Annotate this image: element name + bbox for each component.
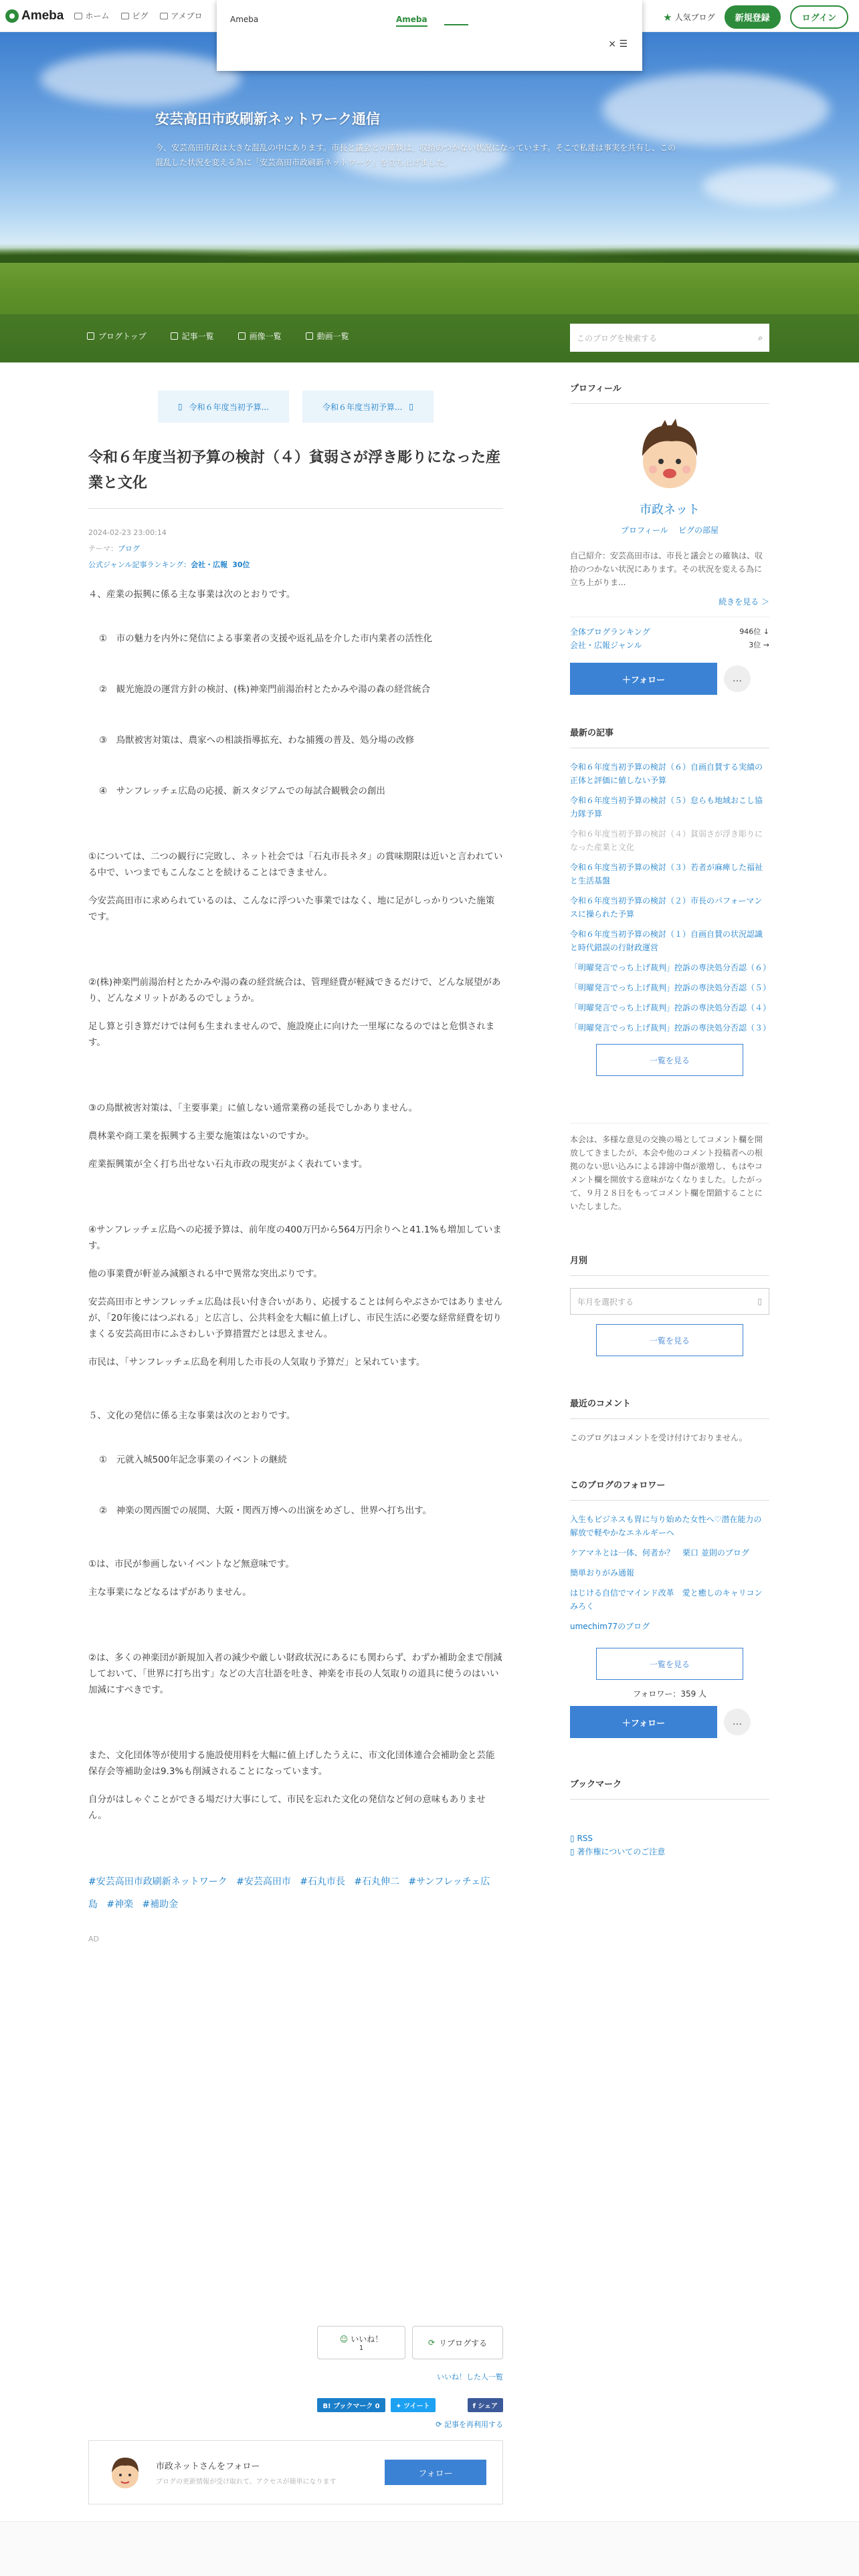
prev-article-link[interactable]: ▯ 令和６年度当初予算... (158, 391, 289, 423)
list-icon (171, 332, 178, 340)
paragraph: ②(株)神楽門前湯治村とたかみや湯の森の経営統合は、管理経費が軽減できるだけで、どんな展望があり、どんなメリットがあるのでしょうか。 (88, 977, 501, 1004)
list-item: ① 市の魅力を内外に発信による事業者の支援や返礼品を介した市内業者の活性化 (99, 633, 433, 644)
menu-icon: ☰ (619, 39, 628, 49)
copyright-link[interactable]: ▯ 著作権についてのご注意 (570, 1847, 666, 1856)
blog-nav (0, 314, 859, 362)
ad-label: AD (88, 1935, 99, 1943)
paragraph: ④サンフレッチェ広島への応援予算は、前年度の400万円から564万円余りへと41.1%も増加しています。 (88, 1224, 502, 1251)
follower-link[interactable]: はじける自信でマインド改革 愛と癒しのキャリコンみろく (570, 1588, 763, 1611)
list-item: ② 観光施設の運営方針の検討、(株)神楽門前湯治村とたかみや湯の森の経営統合 (99, 684, 431, 695)
nav-videos[interactable]: 動画一覧 (306, 330, 349, 342)
paragraph: ②は、多くの神楽団が新規加入者の減少や厳しい財政状況にあるにも関わらず、わずか補助金まで削減しておいて、「世界に打ち出す」などの大言壮語を吐き、神楽を市長の人気取りの道具に使うのはいい加減にすべきです。 (88, 1652, 502, 1695)
article-meta (88, 525, 503, 573)
hashtag[interactable]: #石丸市長 (300, 1876, 345, 1887)
list-item: ① 元就入城500年記念事業のイベントの継続 (99, 1455, 287, 1465)
comment-notice: 本会は、多様な意見の交換の場としてコメント欄を開放してきましたが、本会や他のコメント投稿者への根拠のない思い込みによる誹謗中傷が激増し、もはやコメント欄を開放する意味がなくなりました。したがって、９月２８日をもってコメント欄を閉鎖することにいたしました。 (570, 1123, 769, 1213)
paragraph: 安芸高田市とサンフレッチェ広島は長い付き合いがあり、応援することは何らやぶさかではありませんが、「20年後にはつぶれる」と広言し、公共料金を大幅に値上げし、市民生活に必要な経常経費を切りまくる安芸高田市にふさわしい予算措置だとは思えません。 (88, 1297, 503, 1339)
paragraph: ①は、市民が参画しないイベントなど無意味です。 (88, 1559, 295, 1570)
recent-article-link[interactable]: 「明曜発言でっち上げ裁判」控訴の専決処分否認（３） (570, 1023, 771, 1033)
global-nav-pigg[interactable]: ピグ (121, 10, 148, 21)
recent-article-link[interactable]: 令和６年度当初予算の検討（２）市長のパフォーマンスに操られた予算 (570, 896, 763, 919)
followers-list-button[interactable]: 一覧を見る (596, 1648, 743, 1680)
paragraph: 産業振興策が全く打ち出せない石丸市政の現実がよく表れています。 (88, 1159, 368, 1170)
bookmark-heading: ブックマーク (570, 1777, 769, 1800)
article-title[interactable]: 令和６年度当初予算の検討（４）貧弱さが浮き彫りになった産業と文化 (88, 445, 503, 509)
hashtag[interactable]: #神楽 (106, 1899, 134, 1910)
treeline-decoration (0, 236, 859, 263)
facebook-share-button[interactable]: f シェア (468, 2398, 503, 2412)
monthly-list-button[interactable]: 一覧を見る (596, 1324, 743, 1356)
bird-icon: ✦ (395, 2403, 401, 2410)
pigg-room-link[interactable]: ピグの部屋 (678, 526, 719, 535)
paragraph: また、文化団体等が使用する施設使用料を大幅に値上げしたうえに、市文化団体連合会補助金と芸能保存会等補助金は9.3%も削減されることになっています。 (88, 1750, 495, 1777)
blog-search-input[interactable]: このブログを検索する ⌕ (570, 324, 769, 352)
nav-images[interactable]: 画像一覧 (238, 330, 282, 342)
sidebar (570, 381, 769, 1858)
bookmark-links (570, 1832, 769, 1858)
follower-link[interactable]: umechim77のブログ (570, 1622, 650, 1631)
chevron-down-icon: ▯ (757, 1297, 762, 1306)
register-button[interactable]: 新規登録 (725, 5, 781, 29)
reblog-icon: ⟳ (427, 2338, 436, 2347)
article-main (88, 381, 503, 1943)
recent-articles (570, 760, 769, 1035)
global-nav-home[interactable]: ホーム (74, 10, 109, 21)
followers-heading: このブログのフォロワー (570, 1478, 769, 1501)
follower-count: フォロワー：359 人 (632, 1689, 707, 1699)
ameba-logo[interactable]: Ameba (5, 9, 64, 23)
follow-card-button[interactable]: フォロー (385, 2460, 486, 2485)
follow-button[interactable]: ＋フォロー (570, 663, 717, 695)
month-select[interactable]: 年月を選択する ▯ (570, 1288, 769, 1315)
hashtag[interactable]: #補助金 (142, 1899, 179, 1910)
ameba-logo-icon (5, 9, 19, 23)
home-icon (74, 13, 82, 19)
like-count: 1 (359, 2345, 364, 2352)
follow-button-bottom[interactable]: ＋フォロー (570, 1706, 717, 1738)
home-icon (87, 332, 94, 340)
genre-ranking-link[interactable]: 会社・広報ジャンル (570, 641, 642, 650)
monthly-heading: 月別 (570, 1253, 769, 1276)
comments-text: このブログはコメントを受け付けておりません。 (570, 1433, 747, 1442)
profile-link[interactable]: プロフィール (620, 526, 668, 535)
recent-list-button[interactable]: 一覧を見る (596, 1044, 743, 1076)
reblog-list-link[interactable]: ⟳ 記事を再利用する (436, 2420, 503, 2429)
cloud-decoration (40, 52, 241, 106)
recent-article-link[interactable]: 令和６年度当初予算の検討（３）若者が麻痺した福祉と生活基盤 (570, 863, 763, 885)
hashtag[interactable]: #安芸高田市 (236, 1876, 291, 1887)
overall-ranking-link[interactable]: 全体ブログランキング (570, 627, 650, 637)
tweet-button[interactable]: ✦ ツイート (391, 2398, 436, 2412)
article-body (88, 586, 503, 1824)
paragraph: 自分がはしゃぐことができる場だけ大事にして、市民を忘れた文化の発信など何の意味もありません。 (88, 1794, 486, 1821)
blog-title[interactable]: 安芸高田市政刷新ネットワーク通信 (155, 111, 380, 127)
link-icon: ⟳ (436, 2420, 442, 2429)
recent-article-link[interactable]: 令和６年度当初予算の検討（５）怠らも地域おこし協力隊予算 (570, 796, 763, 819)
cloud-decoration (602, 72, 830, 146)
recent-article-link[interactable]: 令和６年度当初予算の検討（１）自画自賛の状況認識と時代錯誤の行財政運営 (570, 930, 763, 952)
article-footer (88, 2326, 503, 2504)
recent-article-link[interactable]: 「明曜発言でっち上げ裁判」控訴の専決処分否認（５） (570, 983, 771, 992)
paragraph: ③の鳥獣被害対策は、「主要事業」に値しない通常業務の延長でしかありません。 (88, 1103, 418, 1113)
video-icon (306, 332, 313, 340)
nav-blog-top[interactable]: ブログトップ (87, 330, 147, 342)
follow-card-sub: ブログの更新情報が受け取れて、アクセスが簡単になります (156, 2478, 337, 2486)
recent-article-link[interactable]: 令和６年度当初予算の検討（６）自画自賛する実績の正体と評価に値しない予算 (570, 762, 763, 785)
paragraph: 今安芸高田市に求められているのは、こんなに浮ついた事業ではなく、地に足がしっかりついた施策です。 (88, 895, 495, 922)
smile-icon: ☺ (339, 2334, 349, 2344)
chevron-right-icon: ▯ (409, 402, 414, 411)
login-button[interactable]: ログイン (790, 5, 848, 29)
hashtag[interactable]: #石丸伸二 (354, 1876, 400, 1887)
like-button[interactable]: ☺ いいね！ 1 (317, 2326, 405, 2359)
recent-heading: 最新の記事 (570, 726, 769, 748)
next-article-link[interactable]: 令和６年度当初予算... ▯ (302, 391, 434, 423)
more-menu-button-bottom[interactable]: … (724, 1709, 751, 1735)
bottom-bar (0, 2521, 859, 2576)
pigg-icon (121, 13, 129, 19)
paragraph: ４、産業の振興に係る主な事業は次のとおりです。 (88, 589, 296, 600)
close-icon: × (608, 39, 616, 49)
profile-heading: プロフィール (570, 381, 769, 404)
paragraph: 主な事業になどなるはずがありません。 (88, 1587, 252, 1598)
follow-card (88, 2440, 503, 2504)
chevron-left-icon: ▯ (177, 402, 183, 411)
follower-link[interactable]: 入生もビジネスも胃に与り始めた女性へ♡潜在能力の解放で軽やかなエネルギーへ (570, 1515, 762, 1537)
crown-icon: ★ (663, 11, 672, 23)
paragraph: 農林業や商工業を振興する主要な施策はないのですか。 (88, 1131, 314, 1142)
facebook-icon: f (472, 2403, 476, 2410)
follower-link[interactable]: 簡単おりがみ通報 (570, 1568, 635, 1578)
hashtag[interactable]: #安芸高田市政刷新ネットワーク (88, 1876, 227, 1887)
avatar (105, 2452, 145, 2492)
cloud-decoration (702, 166, 836, 206)
profile-intro: 自己紹介：安芸高田市は、市長と議会との確執は、収拾のつかない状況にあります。その状況を変える為に立ち上がりま... (570, 551, 763, 587)
info-icon: ▯ (570, 1847, 575, 1856)
list-item: ④ サンフレッチェ広島の応援、新スタジアムでの毎試合観戦会の創出 (99, 786, 385, 796)
article-date: 2024-02-23 23:00:14 (88, 528, 167, 537)
profile-block (570, 416, 769, 536)
follow-row (570, 663, 769, 695)
nav-entries[interactable]: 記事一覧 (171, 330, 214, 342)
follow-card-title: 市政ネットさんをフォロー (156, 2462, 260, 2472)
liked-users-link[interactable]: いいね！した人一覧 (437, 2373, 503, 2381)
overlay-close-button[interactable] (608, 39, 628, 49)
profile-name[interactable]: 市政ネット (640, 503, 700, 517)
article-theme: テーマ：ブログ (88, 544, 140, 553)
popular-blog-link[interactable]: ★ 人気ブログ (663, 11, 715, 23)
overall-ranking-value: 946位 ↓ (739, 627, 769, 636)
rss-link[interactable]: ▯ RSS (570, 1834, 593, 1843)
paragraph: 市民は、「サンフレッチェ広島を利用した市長の人気取り予算だ」と呆れています。 (88, 1357, 425, 1368)
blog-header (0, 32, 859, 362)
global-nav-ameblo[interactable]: アメブロ (160, 10, 202, 21)
article-pager (88, 391, 503, 423)
comments-heading: 最近のコメント (570, 1396, 769, 1419)
follower-link[interactable]: ケアマネとは一体、何者か？ 栗口 並則のブログ (570, 1548, 749, 1558)
paragraph: 他の事業費が軒並み減額される中で異常な突出ぶりです。 (88, 1269, 322, 1279)
genre-ranking[interactable]: 公式ジャンル記事ランキング：会社・広報 30位 (88, 560, 250, 569)
recent-article-current[interactable]: 令和６年度当初予算の検討（４）貧弱さが浮き彫りになった産業と文化 (570, 829, 763, 852)
genre-ranking-value: 3位 → (749, 641, 769, 649)
search-icon[interactable]: ⌕ (758, 332, 763, 342)
image-icon (238, 332, 246, 340)
theme-link[interactable]: ブログ (118, 544, 140, 553)
paragraph: ５、文化の発信に係る主な事業は次のとおりです。 (88, 1410, 296, 1421)
rss-icon: ▯ (570, 1834, 575, 1843)
hashtag-list (88, 1870, 503, 1916)
paragraph: ①については、二つの観行に完敗し、ネット社会では「石丸市長ネタ」の賞味期限は近いと言われている中で、いつまでもこんなことを続けることはできません。 (88, 851, 503, 878)
list-item: ② 神楽の関西圏での展開、大阪・関西万博への出演をめざし、世界へ打ち出す。 (99, 1505, 432, 1516)
reblog-button[interactable]: ⟳ リブログする (412, 2326, 503, 2359)
overlay-tab[interactable]: Ameba (396, 15, 427, 27)
blog-description: 今、安芸高田市政は大きな混乱の中にあります。市長と議会との確執は、収拾のつかない状況になっています。そこで私達は事実を共有し、この混乱した状況を変える為に「安芸高田市政刷新ネットワーク」を立ち上げました。 (155, 143, 676, 167)
profile-avatar[interactable] (633, 416, 706, 496)
recent-article-link[interactable]: 「明曜発言でっち上げ裁判」控訴の専決処分否認（４） (570, 1003, 771, 1012)
ad-overlay (217, 0, 642, 71)
hatena-button[interactable]: B! ブックマーク 0 (317, 2398, 385, 2412)
follow-row-bottom (570, 1706, 769, 1738)
more-menu-button[interactable]: … (724, 665, 751, 692)
followers-list (570, 1513, 769, 1633)
overlay-left-label: Ameba (230, 15, 259, 24)
list-item: ③ 鳥獣被害対策は、農家への相談指導拡充、わな捕獲の普及、処分場の改修 (99, 735, 415, 746)
global-nav (74, 10, 202, 21)
recent-article-link[interactable]: 「明曜発言でっち上げ裁判」控訴の専決処分否認（６） (570, 963, 771, 972)
blog-icon (160, 13, 168, 19)
hashtag[interactable]: #サンフレッチェ広島 (88, 1876, 490, 1910)
share-buttons (88, 2398, 503, 2412)
read-more-link[interactable]: 続きを見る ＞ (719, 597, 769, 607)
paragraph: 足し算と引き算だけでは何も生まれませんので、施設廃止に向けた一里塚になるのではと危惧されます。 (88, 1021, 495, 1048)
overlay-underline (444, 24, 468, 25)
